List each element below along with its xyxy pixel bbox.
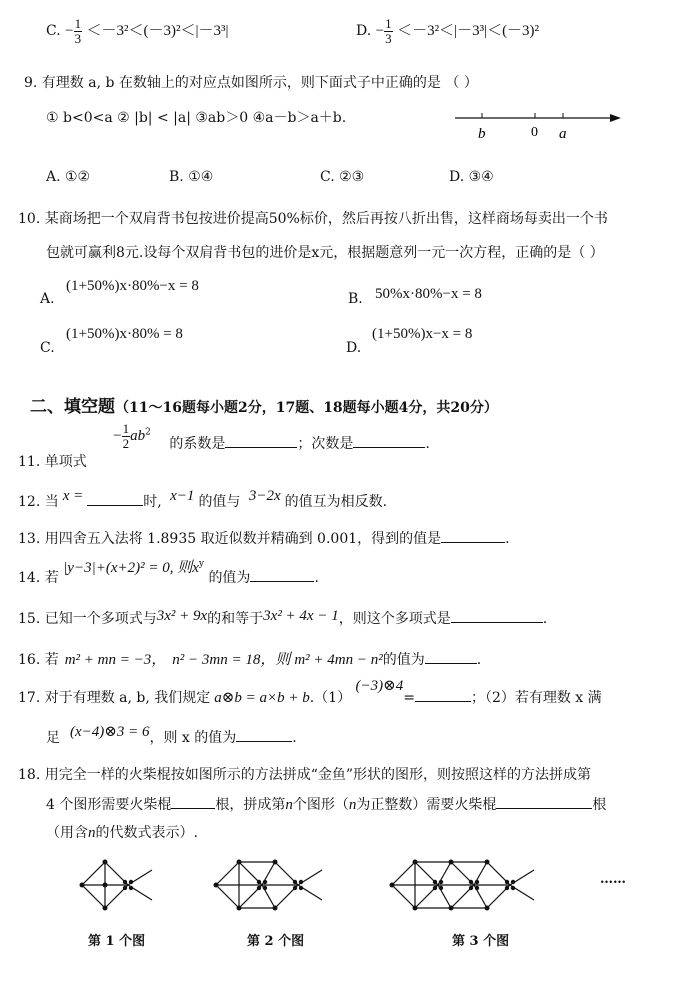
- answer-blank[interactable]: [353, 435, 425, 448]
- expression: ＜－3²＜(－3)²＜|－3³|: [86, 23, 229, 40]
- q15: 15. 已知一个多项式与3x² + 9x的和等于3x² + 4x − 1，则这个多项式是 .: [18, 608, 548, 627]
- q10-c-label: C.: [40, 340, 55, 356]
- section-note: （11～16题每小题2分，17题、18题每小题4分，共20分）: [115, 400, 498, 416]
- q18-line2: 4 个图形需要火柴棍 根，拼成第n个图形（n为正整数）需要火柴棍 根: [46, 797, 607, 813]
- ellipsis: ……: [600, 872, 626, 887]
- fraction: $\frac{1}{3}$: [385, 16, 392, 46]
- answer-blank[interactable]: [87, 493, 143, 506]
- number-line: [455, 106, 625, 146]
- axis-label-0: 0: [531, 125, 538, 140]
- answer-blank[interactable]: [451, 610, 543, 623]
- option-label: D.: [356, 23, 372, 40]
- answer-blank[interactable]: [225, 435, 297, 448]
- q10-d-label: D.: [346, 340, 362, 356]
- q17-line1: 17. 对于有理数 a, b, 我们规定 a⊗b = a×b + b.（1） (−3)⊗4= ；（2）若有理数 x 满: [18, 678, 602, 706]
- answer-blank[interactable]: [236, 729, 292, 742]
- axis-label-a: a: [559, 126, 567, 142]
- q8-option-c: C. − $\frac{1}{3}$ ＜－3²＜(－3)²＜|－3³|: [46, 16, 229, 46]
- q10-c-equation: (1+50%)x·80% = 8: [66, 326, 183, 342]
- fraction: $\frac{1}{2}$: [122, 421, 130, 451]
- q13: 13. 用四舍五入法将 1.8935 取近似数并精确到 0.001，得到的值是 .: [18, 531, 510, 547]
- figure-caption-2: 第 2 个图: [247, 934, 305, 949]
- q10-b-equation: 50%x·80%−x = 8: [375, 286, 482, 302]
- q9-option-a: A. ①②: [46, 169, 91, 185]
- q10-b-label: B.: [348, 291, 363, 307]
- answer-blank[interactable]: [496, 796, 592, 809]
- section-heading: 二、填空题: [30, 397, 115, 417]
- q8-option-d: D. − $\frac{1}{3}$ ＜－3²＜|－3³|＜(－3)²: [356, 16, 540, 46]
- option-label: C.: [46, 23, 61, 40]
- q9-statements: ① b<0<a ② |b| < |a| ③ab＞0 ④a－b＞a＋b.: [46, 110, 347, 126]
- goldfish-figure-1: [74, 855, 164, 915]
- q10-line2: 包就可赢利8元.设每个双肩背书包的进价是x元，根据题意列一元一次方程，正确的是（ ）: [46, 245, 604, 261]
- fraction: $\frac{1}{3}$: [74, 16, 82, 46]
- q10-line1: 10. 某商场把一个双肩背书包按进价提高50%标价，然后再按八折出售，这样商场每卖出一个书: [18, 211, 608, 227]
- q16: 16. 若 m² + mn = −3， n² − 3mn = 18，则 m² + 4mn − n²的值为 .: [18, 652, 482, 668]
- q-text: 11. 单项式: [18, 454, 87, 471]
- q9-option-b: B. ①④: [169, 169, 214, 185]
- q17-line2: 足 (x−4)⊗3 = 6，则 x 的值为 .: [46, 724, 297, 746]
- q18-line3: （用含n的代数式表示）.: [46, 825, 198, 841]
- q9-stem: 9. 有理数 a, b 在数轴上的对应点如图所示，则下面式子中正确的是 （ ）: [24, 75, 478, 91]
- q9-option-c: C. ②③: [320, 169, 365, 185]
- q9-option-d: D. ③④: [449, 169, 494, 185]
- answer-blank[interactable]: [441, 530, 505, 543]
- q11: 11. 单项式 − $\frac{1}{2}$ $ab^2$ 的系数是 ；次数是 .: [18, 421, 430, 471]
- q10-d-equation: (1+50%)x−x = 8: [372, 326, 473, 342]
- answer-blank[interactable]: [171, 796, 215, 809]
- q10-a-equation: (1+50%)x·80%−x = 8: [66, 278, 199, 294]
- figure-caption-1: 第 1 个图: [88, 934, 146, 949]
- goldfish-figure-3: [384, 855, 544, 915]
- expression: ＜－3²＜|－3³|＜(－3)²: [397, 23, 540, 40]
- arrow-icon: [610, 114, 621, 122]
- q14: 14. 若 |y−3|+(x+2)² = 0, 则$x^y$ 的值为 .: [18, 559, 319, 586]
- axis-label-b: b: [478, 126, 486, 142]
- q18-line1: 18. 用完全一样的火柴棍按如图所示的方法拼成“金鱼”形状的图形，则按照这样的方法拼成第: [18, 767, 592, 783]
- q10-a-label: A.: [40, 291, 55, 307]
- q12: 12. 当 x = 时, x−1 的值与 3−2x 的值互为相反数.: [18, 488, 388, 510]
- goldfish-figure-2: [208, 855, 333, 915]
- answer-blank[interactable]: [250, 569, 314, 582]
- section-title: [30, 392, 498, 417]
- answer-blank[interactable]: [415, 689, 471, 702]
- figure-caption-3: 第 3 个图: [452, 934, 510, 949]
- answer-blank[interactable]: [425, 651, 477, 664]
